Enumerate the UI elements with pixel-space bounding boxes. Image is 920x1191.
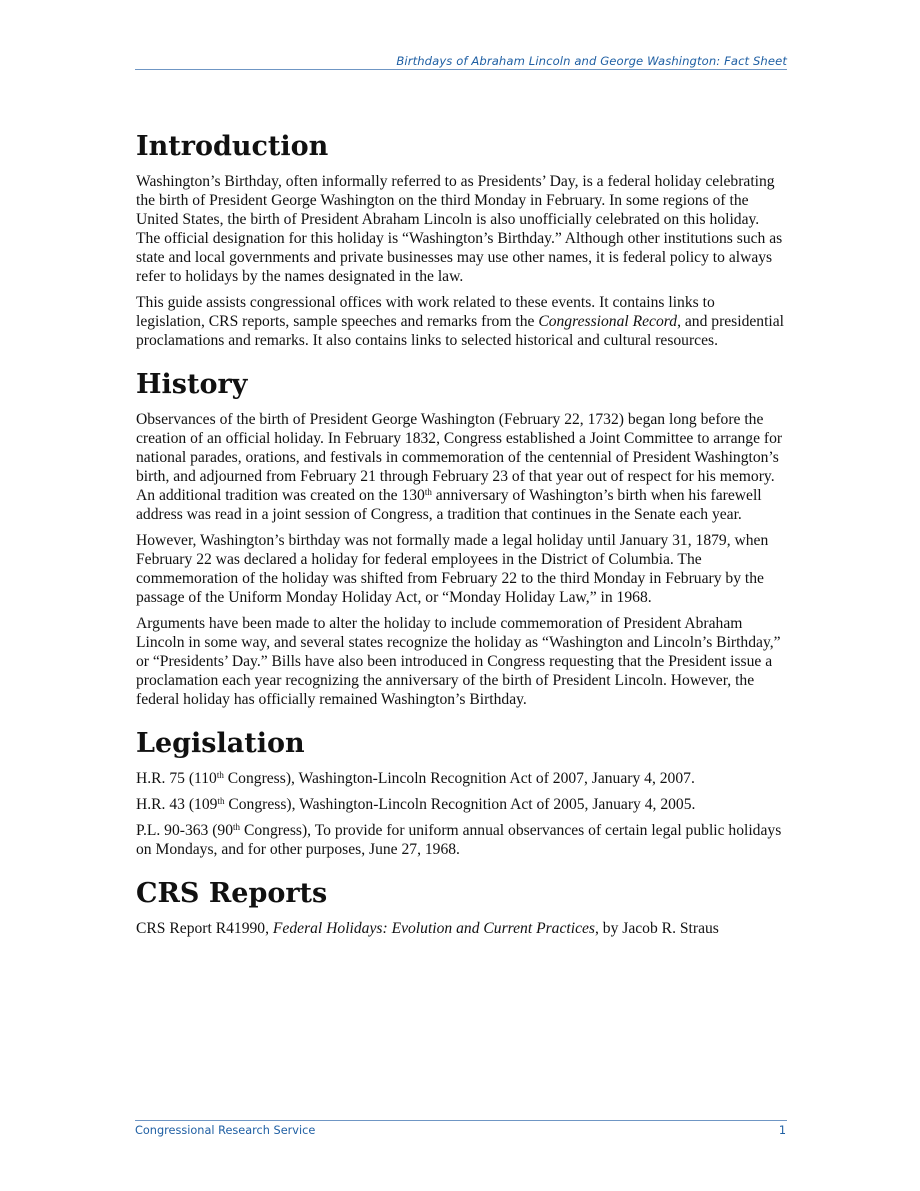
legislation-item-text-b: Congress), Washington-Lincoln Recognition Act of 2005, January 4, 2005. [224, 796, 696, 813]
legislation-item-text-b: Congress), Washington-Lincoln Recognition Act of 2007, January 4, 2007. [223, 770, 695, 787]
intro-p2-text-a: This guide assists congressional offices with work related to these events. It contains links to legislation, CRS reports, sample speeches and remarks from the [136, 294, 715, 330]
legislation-item-text-a: H.R. 43 (109 [136, 796, 218, 813]
footer-rule [135, 1120, 787, 1121]
history-heading: History [136, 369, 248, 400]
crs-report-item[interactable] [136, 919, 786, 938]
legislation-item[interactable] [136, 795, 786, 814]
crs-report-text-b: , by Jacob R. Straus [594, 920, 719, 937]
history-paragraph-1 [136, 410, 786, 524]
ordinal-suffix: th [233, 822, 241, 832]
legislation-item-text-a: H.R. 75 (110 [136, 770, 217, 787]
introduction-paragraph-2 [136, 293, 786, 350]
intro-p2-text-b: , and presidential proclamations and remarks. It also contains links to selected historical and cultural resources. [136, 313, 785, 349]
legislation-item[interactable] [136, 821, 786, 859]
history-p1-text-b: anniversary of Washington’s birth when his farewell address was read in a joint session of Congress, a tradition that continues in the Senate each year. [136, 487, 762, 523]
ordinal-suffix: th [216, 770, 224, 780]
running-header: Birthdays of Abraham Lincoln and George Washington: Fact Sheet [396, 54, 787, 68]
page-body [136, 130, 786, 938]
ordinal-suffix: th [217, 796, 225, 806]
congressional-record-title: Congressional Record [538, 313, 678, 330]
footer-organization: Congressional Research Service [135, 1124, 316, 1137]
history-section [136, 368, 786, 709]
legislation-item-text-b: Congress), To provide for uniform annual observances of certain legal public holidays on Mondays, and for other purposes, June 27, 1968. [136, 822, 782, 858]
crs-report-title: Federal Holidays: Evolution and Current Practices [272, 920, 595, 937]
crs-reports-section [136, 877, 786, 938]
legislation-section [136, 727, 786, 859]
introduction-section [136, 130, 786, 350]
header-rule [135, 69, 787, 70]
history-paragraph-2: However, Washington’s birthday was not formally made a legal holiday until January 31, 1879, when February 22 was declared a holiday for federal employees in the District of Columbia. The commemoration of the holiday was shifted from February 22 to the third Monday in February by the passage of the Uniform Monday Holiday Act, or “Monday Holiday Law,” in 1968. [136, 532, 769, 606]
legislation-item-text-a: P.L. 90-363 (90 [136, 822, 234, 839]
introduction-paragraph-1: Washington’s Birthday, often informally referred to as Presidents’ Day, is a federal holiday celebrating the birth of President George Washington on the third Monday in February. In some regions of the United States, the birth of President Abraham Lincoln is also unofficially celebrated on this holiday. The official designation for this holiday is “Washington’s Birthday.” Although other institutions such as state and local governments and private businesses may use other names, it is federal policy to always refer to holidays by the names designated in the law. [136, 173, 783, 285]
introduction-heading: Introduction [136, 131, 329, 162]
legislation-item[interactable] [136, 769, 786, 788]
ordinal-suffix: th [424, 487, 432, 497]
legislation-heading: Legislation [136, 728, 305, 759]
page-number: 1 [778, 1124, 786, 1137]
crs-reports-heading: CRS Reports [136, 878, 328, 909]
history-p1-text-a: Observances of the birth of President George Washington (February 22, 1732) began long before the creation of an official holiday. In February 1832, Congress established a Joint Committee to arrange for national parades, orations, and festivals in commemoration of the centennial of President Washington’s birth, and adjourned from February 21 through February 23 of that year out of respect for his memory. An additional tradition was created on the 130 [136, 411, 783, 504]
crs-report-text-a: CRS Report R41990, [136, 920, 273, 937]
history-paragraph-3: Arguments have been made to alter the holiday to include commemoration of President Abraham Lincoln in some way, and several states recognize the holiday as “Washington and Lincoln’s Birthday,” or “Presidents’ Day.” Bills have also been introduced in Congress requesting that the President issue a proclamation each year recognizing the anniversary of the birth of President Lincoln. However, the federal holiday has officially remained Washington’s Birthday. [136, 615, 781, 708]
